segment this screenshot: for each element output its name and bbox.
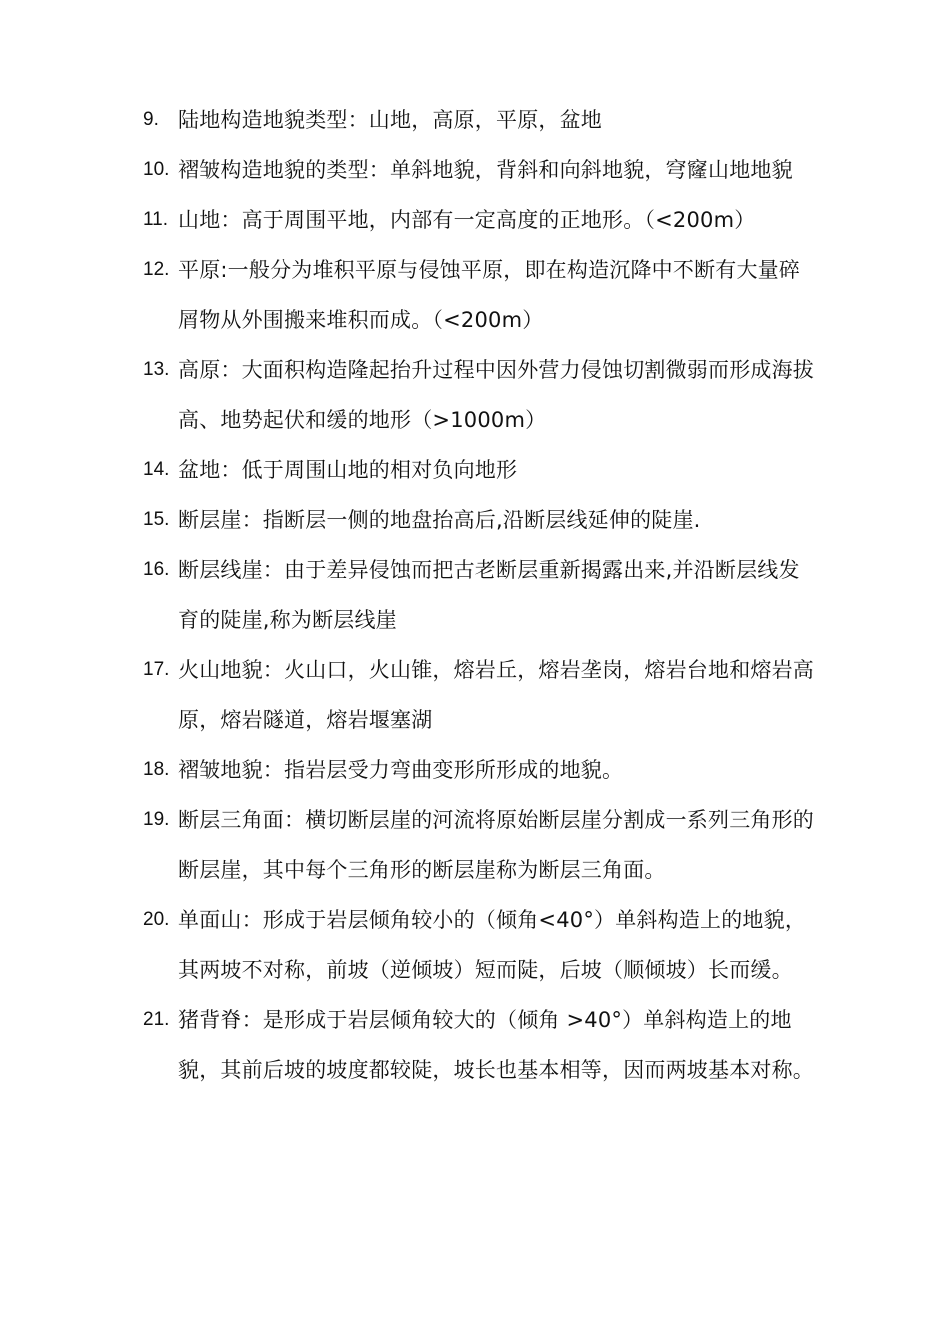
list-item bbox=[0, 195, 950, 245]
item-number: 17. bbox=[143, 659, 170, 680]
item-text: 断层线崖：由于差异侵蚀而把古老断层重新揭露出来,并沿断层线发育的陡崖,称为断层线崖 bbox=[178, 558, 800, 632]
list-item bbox=[0, 545, 950, 645]
item-text: 猪背脊：是形成于岩层倾角较大的（倾角 >40°）单斜构造上的地貌，其前后坡的坡度都较陡，坡长也基本相等，因而两坡基本对称。 bbox=[178, 1008, 814, 1082]
list-item bbox=[0, 995, 950, 1095]
item-text: 断层崖：指断层一侧的地盘抬高后,沿断层线延伸的陡崖. bbox=[178, 508, 701, 532]
item-number: 14. bbox=[143, 459, 170, 480]
list-item bbox=[0, 645, 950, 745]
definition-list bbox=[0, 95, 950, 1095]
item-text: 褶皱地貌：指岩层受力弯曲变形所形成的地貌。 bbox=[178, 758, 624, 782]
item-text: 断层三角面：横切断层崖的河流将原始断层崖分割成一系列三角形的断层崖，其中每个三角形的断层崖称为断层三角面。 bbox=[178, 808, 814, 882]
item-number: 13. bbox=[143, 359, 170, 380]
item-number: 12. bbox=[143, 259, 170, 280]
item-number: 15. bbox=[143, 509, 170, 530]
item-text: 高原：大面积构造隆起抬升过程中因外营力侵蚀切割微弱而形成海拔高、地势起伏和缓的地形（>1000m） bbox=[178, 358, 814, 432]
list-item bbox=[0, 95, 950, 145]
item-number: 16. bbox=[143, 559, 170, 580]
list-item bbox=[0, 345, 950, 445]
list-item bbox=[0, 795, 950, 895]
list-item bbox=[0, 445, 950, 495]
item-text: 陆地构造地貌类型：山地，高原，平原，盆地 bbox=[178, 108, 602, 132]
item-text: 平原:一般分为堆积平原与侵蚀平原，即在构造沉降中不断有大量碎屑物从外围搬来堆积而成。（<200m） bbox=[178, 258, 801, 332]
item-number: 18. bbox=[143, 759, 170, 780]
item-number: 19. bbox=[143, 809, 170, 830]
item-number: 11. bbox=[143, 209, 169, 230]
list-item bbox=[0, 145, 950, 195]
item-number: 20. bbox=[143, 909, 170, 930]
list-item bbox=[0, 245, 950, 345]
item-text: 褶皱构造地貌的类型：单斜地貌，背斜和向斜地貌，穹窿山地地貌 bbox=[178, 158, 793, 182]
item-text: 单面山：形成于岩层倾角较小的（倾角<40°）单斜构造上的地貌，其两坡不对称，前坡（逆倾坡）短而陡，后坡（顺倾坡）长而缓。 bbox=[178, 908, 807, 982]
item-number: 21. bbox=[143, 1009, 170, 1030]
list-item bbox=[0, 745, 950, 795]
item-text: 火山地貌：火山口，火山锥，熔岩丘，熔岩垄岗，熔岩台地和熔岩高原，熔岩隧道，熔岩堰塞湖 bbox=[178, 658, 814, 732]
list-item bbox=[0, 895, 950, 995]
list-item bbox=[0, 495, 950, 545]
item-text: 山地：高于周围平地，内部有一定高度的正地形。（<200m） bbox=[178, 208, 756, 232]
item-number: 10. bbox=[143, 159, 170, 180]
item-number: 9. bbox=[143, 109, 159, 130]
item-text: 盆地：低于周围山地的相对负向地形 bbox=[178, 458, 518, 482]
